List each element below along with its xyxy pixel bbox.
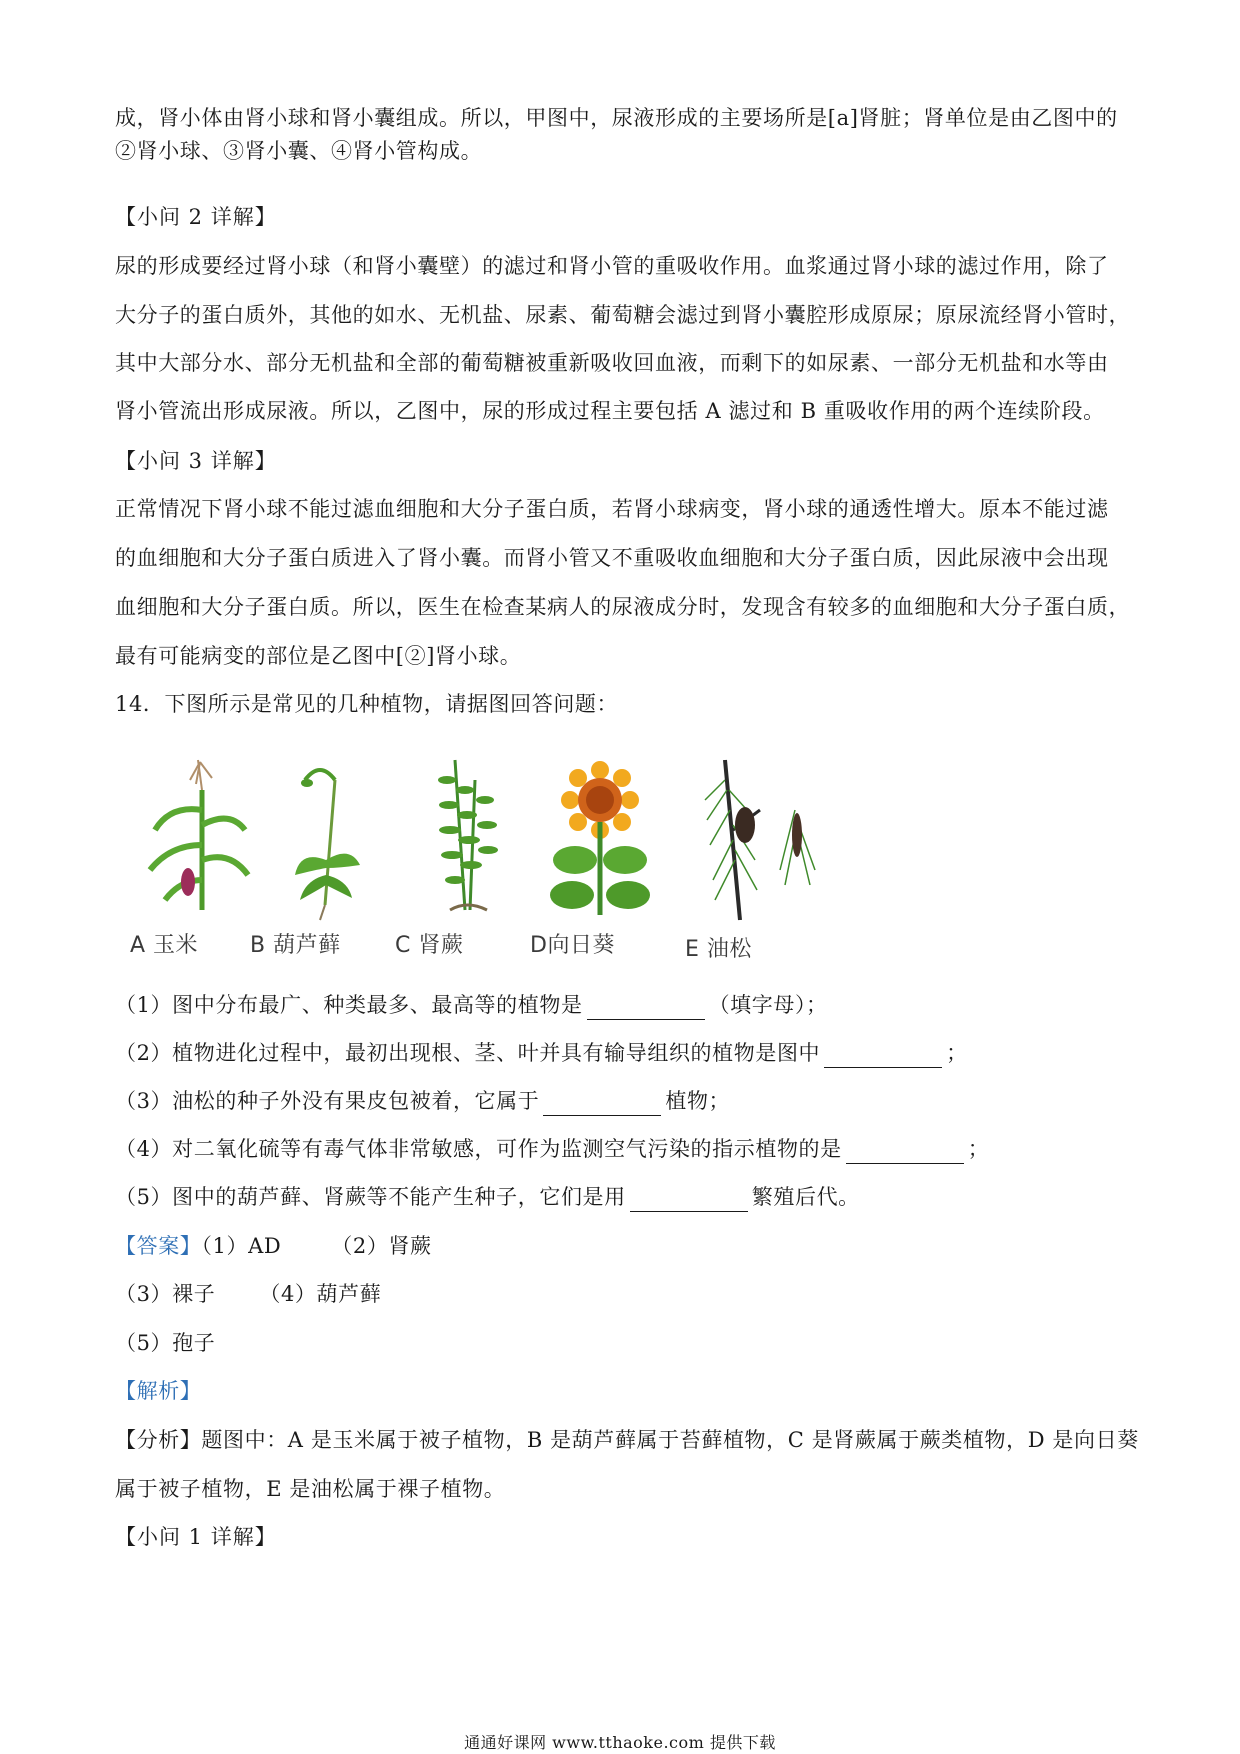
answer-3: （3）裸子 bbox=[115, 1282, 216, 1306]
question-3-suffix: 植物； bbox=[665, 1089, 731, 1113]
analysis-line: 属于被子植物，E 是油松属于裸子植物。 bbox=[115, 1477, 506, 1501]
answer-line-2 bbox=[115, 1279, 1140, 1309]
caption-pine: E 油松 bbox=[685, 937, 752, 962]
caption-moss: B 葫芦藓 bbox=[250, 933, 341, 958]
question-2 bbox=[115, 1038, 1140, 1068]
question-3-text: （3）油松的种子外没有果皮包被着，它属于 bbox=[115, 1089, 540, 1113]
plant-sunflower bbox=[530, 750, 680, 970]
question-5-text: （5）图中的葫芦藓、肾蕨等不能产生种子，它们是用 bbox=[115, 1185, 626, 1209]
question-4-suffix: ； bbox=[967, 1137, 990, 1161]
question-4-text: （4）对二氧化硫等有毒气体非常敏感，可作为监测空气污染的指示植物的是 bbox=[115, 1137, 842, 1161]
paragraph-line: 正常情况下肾小球不能过滤血细胞和大分子蛋白质，若肾小球病变，肾小球的通透性增大。原本不能过滤 bbox=[115, 497, 1109, 521]
answer-blank-4[interactable] bbox=[846, 1141, 964, 1164]
paragraph-line: 成，肾小体由肾小球和肾小囊组成。所以，甲图中，尿液形成的主要场所是[a]肾脏；肾单位是由乙图中的 bbox=[115, 106, 1118, 130]
question-4 bbox=[115, 1134, 1140, 1164]
question-5-suffix: 繁殖后代。 bbox=[751, 1185, 860, 1209]
paragraph-line: 血细胞和大分子蛋白质。所以，医生在检查某病人的尿液成分时，发现含有较多的血细胞和大分子蛋白质， bbox=[115, 595, 1131, 619]
plants-figure bbox=[130, 750, 890, 970]
plant-pine bbox=[685, 750, 835, 970]
question-1 bbox=[115, 990, 1140, 1020]
analysis-label: 【解析】 bbox=[115, 1379, 202, 1403]
question-1-suffix: （填字母）； bbox=[708, 993, 828, 1017]
question-2-suffix: ； bbox=[946, 1041, 968, 1065]
paragraph-line: 尿的形成要经过肾小球（和肾小囊壁）的滤过和肾小管的重吸收作用。血浆通过肾小球的滤过作用，除了 bbox=[115, 254, 1109, 278]
answer-1: （1）AD bbox=[201, 1234, 282, 1258]
answer-blank-1[interactable] bbox=[587, 997, 705, 1020]
plant-fern bbox=[395, 750, 545, 970]
section-heading: 【小问 3 详解】 bbox=[115, 449, 277, 473]
answer-blank-2[interactable] bbox=[824, 1045, 942, 1068]
answer-5: （5）孢子 bbox=[115, 1331, 216, 1355]
answer-label: 【答案】 bbox=[115, 1234, 202, 1258]
answer-4: （4）葫芦藓 bbox=[259, 1282, 382, 1306]
paragraph-line: ②肾小球、③肾小囊、④肾小管构成。 bbox=[115, 139, 483, 163]
section-heading: 【小问 2 详解】 bbox=[115, 205, 277, 229]
section-heading: 【小问 1 详解】 bbox=[115, 1525, 277, 1549]
question-5 bbox=[115, 1182, 1140, 1212]
paragraph-line: 的血细胞和大分子蛋白质进入了肾小囊。而肾小管又不重吸收血细胞和大分子蛋白质，因此尿液中会出现 bbox=[115, 546, 1109, 570]
answer-blank-5[interactable] bbox=[630, 1189, 748, 1212]
answer-blank-3[interactable] bbox=[543, 1093, 661, 1116]
paragraph-line: 大分子的蛋白质外，其他的如水、无机盐、尿素、葡萄糖会滤过到肾小囊腔形成原尿；原尿流经肾小管时， bbox=[115, 303, 1131, 327]
paragraph-line: 最有可能病变的部位是乙图中[②]肾小球。 bbox=[115, 644, 522, 668]
answer-line-1 bbox=[115, 1231, 1140, 1261]
moss-icon bbox=[250, 750, 400, 930]
fern-icon bbox=[395, 750, 545, 930]
question-2-text: （2）植物进化过程中，最初出现根、茎、叶并具有输导组织的植物是图中 bbox=[115, 1041, 821, 1065]
analysis-line: 【分析】题图中：A 是玉米属于被子植物，B 是葫芦藓属于苔藓植物，C 是肾蕨属于蕨类植物，D 是向日葵 bbox=[115, 1428, 1139, 1452]
plant-moss bbox=[250, 750, 400, 970]
caption-fern: C 肾蕨 bbox=[395, 933, 464, 958]
paragraph-line: 其中大部分水、部分无机盐和全部的葡萄糖被重新吸收回血液，而剩下的如尿素、一部分无机盐和水等由 bbox=[115, 351, 1109, 375]
page-footer: 通通好课网 www.tthaoke.com 提供下载 bbox=[464, 1733, 776, 1752]
pine-icon bbox=[685, 750, 835, 930]
answer-line-3 bbox=[115, 1328, 1140, 1358]
caption-corn: A 玉米 bbox=[130, 933, 199, 958]
question-14-stem: 14．下图所示是常见的几种植物，请据图回答问题： bbox=[115, 692, 619, 716]
sunflower-icon bbox=[530, 750, 680, 930]
question-1-text: （1）图中分布最广、种类最多、最高等的植物是 bbox=[115, 993, 583, 1017]
paragraph-line: 肾小管流出形成尿液。所以，乙图中，尿的形成过程主要包括 A 滤过和 B 重吸收作用的两个连续阶段。 bbox=[115, 399, 1105, 423]
answer-2: （2）肾蕨 bbox=[331, 1234, 432, 1258]
caption-sunflower: D向日葵 bbox=[530, 933, 615, 958]
question-3 bbox=[115, 1086, 1140, 1116]
